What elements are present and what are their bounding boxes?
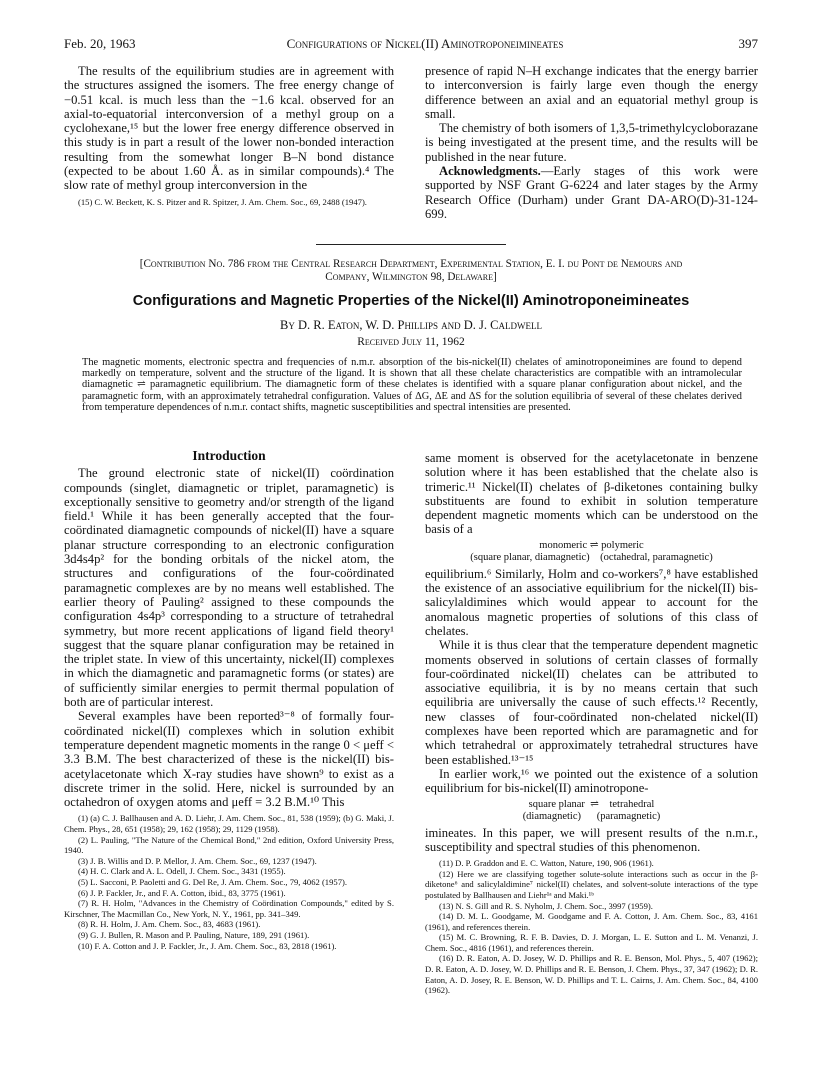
footnote: (14) D. M. L. Goodgame, M. Goodgame and F. A. Cotton, J. Am. Chem. Soc., 83, 4161 (1961), and references therein. xyxy=(425,911,758,932)
article-authors: By D. R. Eaton, W. D. Phillips and D. J. Caldwell xyxy=(280,318,542,332)
acknowledgments-label: Acknowledgments. xyxy=(439,164,541,179)
acknowledgments-paragraph xyxy=(425,164,758,221)
article-title: Configurations and Magnetic Properties of the Nickel(II) Aminotroponeimineates xyxy=(132,293,690,309)
header-running-title: Configurations of Nickel(II) Aminotroponeimineates xyxy=(286,36,564,51)
body-paragraph: imineates. In this paper, we will present results of the n.m.r., susceptibility and spectral studies of this phenomenon. xyxy=(425,825,758,854)
acknowledgments-text: —Early stages of this work were supported by NSF Grant G-6224 and later stages by the Army Research Office (Durham) under Grant DA-ARO(D)-31-124-699. xyxy=(425,164,758,221)
footnote: (5) L. Sacconi, P. Paoletti and G. Del Re, J. Am. Chem. Soc., 79, 4062 (1957). xyxy=(78,876,348,887)
article-left-column xyxy=(64,449,394,951)
body-paragraph: Several examples have been reported³⁻⁸ of formally four-coördinated nickel(II) complexes which in solution exhibit temperature dependent magnetic moments in the range 0 < μeff < 3.3 B.M. The best characterized of these is the nickel(II) bis-acetylacetonate which X-ray studies have shown⁹ to exist as a discrete trimer in the solid. Here, nickel is surrounded by an octahedron of oxygen atoms and μeff = 3.2 B.M.¹⁰ This xyxy=(64,709,394,810)
footnote: (15) C. W. Beckett, K. S. Pitzer and R. Spitzer, J. Am. Chem. Soc., 69, 2488 (1947). xyxy=(78,196,367,207)
prev-article-left-column xyxy=(64,64,394,207)
body-paragraph: equilibrium.⁶ Similarly, Holm and co-workers⁷,⁸ have established the existence of an associative equilibrium for the nickel(II) bis-salicylaldimines which would appear to account for the anomalous magnetic properties of solutions of this class of chelates. xyxy=(425,566,758,638)
equation-line: (diamagnetic) (paramagnetic) xyxy=(522,810,661,822)
body-paragraph: While it is thus clear that the temperature dependent magnetic moments observed in solutions of certain classes of formally four-coördinated nickel(II) chelates can be attributed to associative equilibria, it is by no means certain that such equilibria are universally the cause of such effects.¹² Recently, new classes of four-coördinated non-chelated nickel(II) complexes have been reported which are paramagnetic and for which tetrahedral or approximately tetrahedral structures have been established.¹³⁻¹⁵ xyxy=(425,638,758,767)
footnote: (4) H. C. Clark and A. L. Odell, J. Chem. Soc., 3431 (1955). xyxy=(78,866,286,877)
prev-article-paragraph: The chemistry of both isomers of 1,3,5-trimethylcycloborazane is being investigated at the present time, and the results will be published in the near future. xyxy=(425,121,758,164)
prev-article-right-column xyxy=(425,64,758,221)
footnote: (1) (a) C. J. Ballhausen and A. D. Liehr, J. Am. Chem. Soc., 81, 538 (1959); (b) G. Maki, J. Chem. Phys., 28, 651 (1958); 29, 162 (1958); 29, 1129 (1958). xyxy=(64,813,394,835)
footnote: (9) G. J. Bullen, R. Mason and P. Pauling, Nature, 189, 291 (1961). xyxy=(78,929,310,940)
footnote: (6) J. P. Fackler, Jr., and F. A. Cotton, ibid., 83, 3775 (1961). xyxy=(78,887,286,898)
footnote: (11) D. P. Graddon and E. C. Watton, Nature, 190, 906 (1961). xyxy=(439,858,654,869)
footnotes-left xyxy=(64,813,394,951)
equilibrium-equation-1 xyxy=(425,540,758,564)
footnote: (10) F. A. Cotton and J. P. Fackler, Jr., J. Am. Chem. Soc., 83, 2818 (1961). xyxy=(78,940,337,951)
prev-article-paragraph: presence of rapid N–H exchange indicates that the energy barrier to interconversion is fairly large even though the energy difference between an axial and an equatorial methyl group is small. xyxy=(425,64,758,121)
abstract: The magnetic moments, electronic spectra and frequencies of n.m.r. absorption of the bis-nickel(II) chelates of aminotroponeimines are found to depend markedly on temperature, solvent and the structure of the ligand. It is shown that all these chelate characteristics are compatible with an intramolecular diamagnetic ⇌ paramagnetic equilibrium. The diamagnetic form of these chelates is identified with a square planar configuration about nickel, and the paramagnetic form, with an approximately tetrahedral configuration. Values of ΔG, ΔE and ΔS for the solution equilibria of several of these chelates derived from temperature dependences of n.m.r. contact shifts, magnetic susceptibilities and spectral intensities are presented. xyxy=(82,357,742,413)
body-paragraph: same moment is observed for the acetylacetonate in benzene solution where it has been established that the chelate also is trimeric.¹¹ Nickel(II) chelates of β-diketones containing bulky substituents are found to exhibit in solution temperature dependent magnetic moments which can be understood on the basis of a xyxy=(425,451,758,537)
equation-line: (square planar, diamagnetic) (octahedral, paramagnetic) xyxy=(470,551,713,563)
body-paragraph: In earlier work,¹⁶ we pointed out the existence of a solution equilibrium for bis-nickel(II) aminotropone- xyxy=(425,766,758,796)
footnote: (12) Here we are classifying together solute-solute interactions such as occur in the β-diketone⁶ and salicylaldimine⁷ nickel(II) chelates, and solvent-solute interactions of the type postulated by Ballhausen and Liehr¹ᵃ and Maki.¹ᵇ xyxy=(425,868,758,900)
prev-article-paragraph: The results of the equilibrium studies are in agreement with the structures assigned the isomers. The free energy change of −0.51 kcal. is much less than the −1.6 kcal. observed for an axial-to-equatorial interconversion of a methyl group on a cyclohexane,¹⁵ but the lower free energy difference observed in this study is in part a result of the lower non-bonded interaction resulting from the somewhat longer B–N bond distance (expected to be about 1.60 Å. as in similar compounds).⁴ The slow rate of methyl group interconversion in the xyxy=(64,64,394,193)
footnote: (3) J. B. Willis and D. P. Mellor, J. Am. Chem. Soc., 69, 1237 (1947). xyxy=(78,855,317,866)
equilibrium-equation-2 xyxy=(425,799,758,823)
contribution-note xyxy=(64,258,758,284)
equation-line: square planar ⇌ tetrahedral xyxy=(528,798,655,810)
article-right-column xyxy=(425,451,758,996)
footnote: (15) M. C. Browning, R. F. B. Davies, D. J. Morgan, L. E. Sutton and L. M. Venanzi, J. Chem. Soc., 4816 (1961), and references therein. xyxy=(425,932,758,953)
footnote: (13) N. S. Gill and R. S. Nyholm, J. Chem. Soc., 3997 (1959). xyxy=(439,900,653,911)
contribution-line: Company, Wilmington 98, Delaware] xyxy=(325,271,497,283)
body-paragraph: The ground electronic state of nickel(II) coördination compounds (singlet, diamagnetic or triplet, paramagnetic) is exceptionally sensitive to geometry and/or strength of the ligand field.¹ While it has been generally accepted that the four-coördinated diamagnetic compounds of nickel(II) have a square planar structure corresponding to an electronic configuration 3d4s4p² for the bonding orbitals of the nickel atom, the structures and configurations of the four-coördinated paramagnetic complexes are by no means well established. The earlier theory of Pauling² assigned to these compounds the configuration 4s4p³ corresponding to a structure of tetrahedral symmetry, but more recent applications of ligand field theory¹ suggest that the square planar configuration may be retained in the triplet state. In view of this uncertainty, nickel(II) complexes in which the diamagnetic and paramagnetic forms (or states) are of sufficiently similar energies to permit thermal population of both are of particular interest. xyxy=(64,466,394,710)
received-date: Received July 11, 1962 xyxy=(357,336,465,348)
header-date: Feb. 20, 1963 xyxy=(64,36,136,51)
footnote: (8) R. H. Holm, J. Am. Chem. Soc., 83, 4683 (1961). xyxy=(78,919,261,930)
contribution-line: [Contribution No. 786 from the Central Research Department, Experimental Station, E. I. du Pont de Nemours and xyxy=(139,258,683,270)
footnote: (2) L. Pauling, "The Nature of the Chemical Bond," 2nd edition, Oxford University Press, 1940. xyxy=(64,834,394,856)
header-page-number: 397 xyxy=(738,36,758,51)
footnote: (16) D. R. Eaton, A. D. Josey, W. D. Phillips and R. E. Benson, Mol. Phys., 5, 407 (1962); D. R. Eaton, A. D. Josey, W. D. Phillips and R. E. Benson, J. Chem. Phys., 37, 347 (1962); D. R. Eaton, A. D. Josey, R. E. Benson, W. D. Phillips and T. L. Cairns, J. Am. Chem. Soc., 84, 4100 (1962). xyxy=(425,953,758,996)
article-separator-rule xyxy=(316,244,506,245)
footnotes-right xyxy=(425,858,758,996)
equation-line: monomeric ⇌ polymeric xyxy=(539,539,644,551)
footnote: (7) R. H. Holm, "Advances in the Chemistry of Coördination Compounds," edited by S. Kirschner, The Macmillan Co., New York, N. Y., 1961, pp. 341–349. xyxy=(64,898,394,919)
section-heading-introduction: Introduction xyxy=(192,448,266,463)
